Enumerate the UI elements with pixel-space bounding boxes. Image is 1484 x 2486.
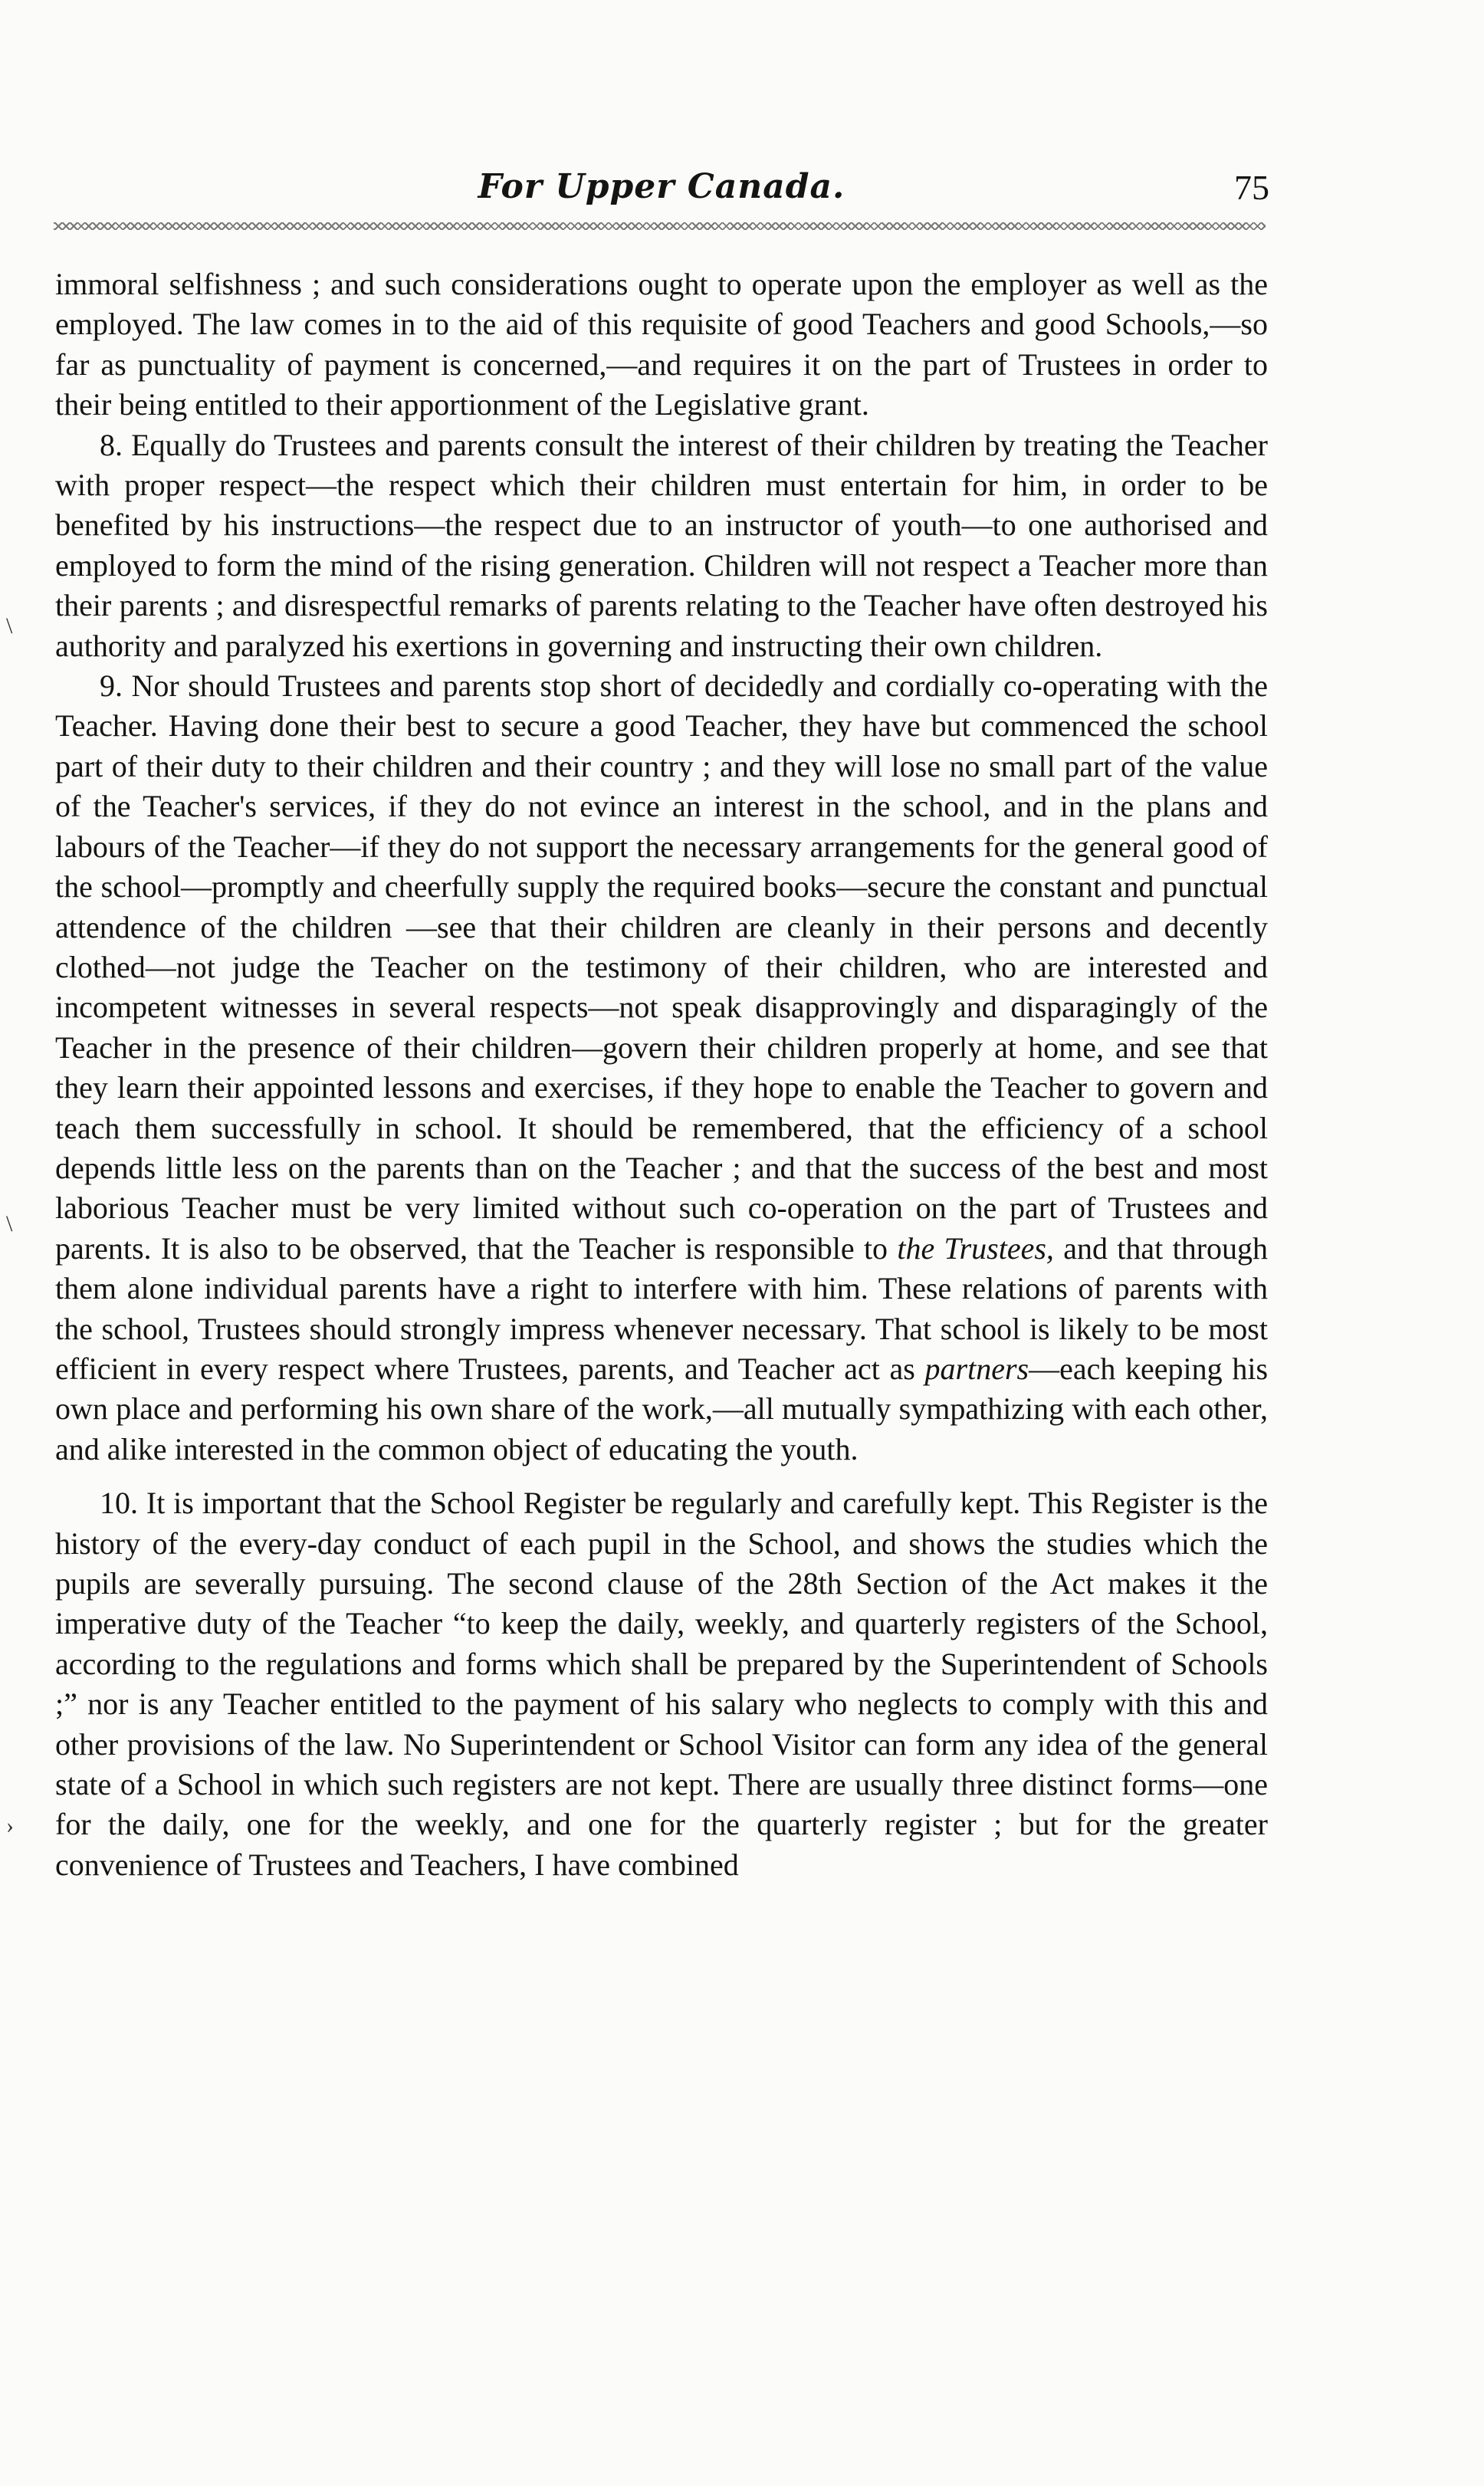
- running-head: [54, 167, 1269, 213]
- margin-mark: \: [6, 613, 13, 639]
- paragraph-8: [55, 425, 1268, 666]
- paragraph-number: 8.: [100, 427, 123, 462]
- margin-mark: ›: [6, 1813, 14, 1838]
- emphasis-text: the Trustees,: [897, 1230, 1054, 1266]
- paragraph-number: 10.: [100, 1486, 138, 1521]
- body-text: [55, 264, 1268, 1885]
- emphasis-text: partners: [924, 1351, 1029, 1386]
- paragraph-number: 9.: [100, 668, 123, 704]
- page-number: 75: [1234, 168, 1269, 207]
- paragraph-text: Nor should Trustees and parents stop short of decidedly and cordially co-operating with the Teacher. Having done their best to secure a good Teacher, they have but commenced the school part of their duty to their children and their country ; and they will lose no small part of the value of the Teacher's services, if they do not evince an interest in the school, and in the plans and labours of the Teacher—if they do not support the necessary arrangements for the general good of the school—promptly and cheerfully supply the required books—secure the constant and punctual attendence of the children —see that their children are cleanly in their persons and decently clothed—not judge the Teacher on the testimony of their children, who are interested and incompetent witnesses in several respects—not speak disapprovingly and disparagingly of the Teacher in the presence of their children—govern their children properly at home, and see that they learn their appointed lessons and exercises, if they hope to enable the Teacher to govern and teach them successfully in school. It should be remembered, that the efficiency of a school depends little less on the parents than on the Teacher ; and that the success of the best and most laborious Teacher must be very limited without such co-operation on the part of Trustees and parents. It is also to be observed, that the Teacher is responsible to: [55, 668, 1269, 1266]
- running-title: For Upper Canada.: [478, 167, 845, 206]
- paragraph-continued: [55, 264, 1268, 425]
- paragraph-text: It is important that the School Register be regularly and carefully kept. This Register is the history of the every-day conduct of each pupil in the School, and shows the studies which the pupils are severally pursuing. The second clause of the 28th Section of the Act makes it the imperative duty of the Teacher “to keep the daily, weekly, and quarterly registers of the School, according to the regulations and forms which shall be prepared by the Superintendent of Schools ;” nor is any Teacher entitled to the payment of his salary who neglects to comply with this and other provisions of the law. No Superintendent or School Visitor can form any idea of the general state of a School in which such registers are not kept. There are usually three distinct forms—one for the daily, one for the weekly, and one for the quarterly register ; but for the greater convenience of Trustees and Teachers, I have combined: [55, 1486, 1268, 1882]
- paragraph-text: immoral selfishness ; and such considerations ought to operate upon the employer as well as the employed. The law comes in to the aid of this requisite of good Teachers and good Schools,—so far as punctuality of payment is concerned,—and requires it on the part of Trustees in order to their being entitled to their apportionment of the Legislative grant.: [55, 267, 1268, 422]
- paragraph-text: Equally do Trustees and parents consult the interest of their children by treating the Teacher with proper respect—the respect which their children must entertain for him, in order to be benefited by his instructions—the respect due to an instructor of youth—to one authorised and employed to form the mind of the rising generation. Children will not respect a Teacher more than their parents ; and disrespectful remarks of parents relating to the Teacher have often destroyed his authority and paralyzed his exertions in governing and instructing their own children.: [55, 427, 1268, 663]
- paragraph-9: [55, 666, 1268, 1470]
- margin-mark: \: [6, 1211, 13, 1236]
- paragraph-text: and that through them alone individual parents have a right to interfere with him. These relations of parents with the school, Trustees should strongly impress whenever necessary. That school is likely to be most efficient in every respect where Trustees, parents, and Teacher act as: [55, 1230, 1269, 1386]
- header-rule: [54, 222, 1266, 230]
- paragraph-10: [55, 1483, 1268, 1885]
- paragraph-text: —each keeping his own place and performing his own share of the work,—all mutually sympathizing with each other, and alike interested in the common object of educating the youth.: [55, 1351, 1269, 1466]
